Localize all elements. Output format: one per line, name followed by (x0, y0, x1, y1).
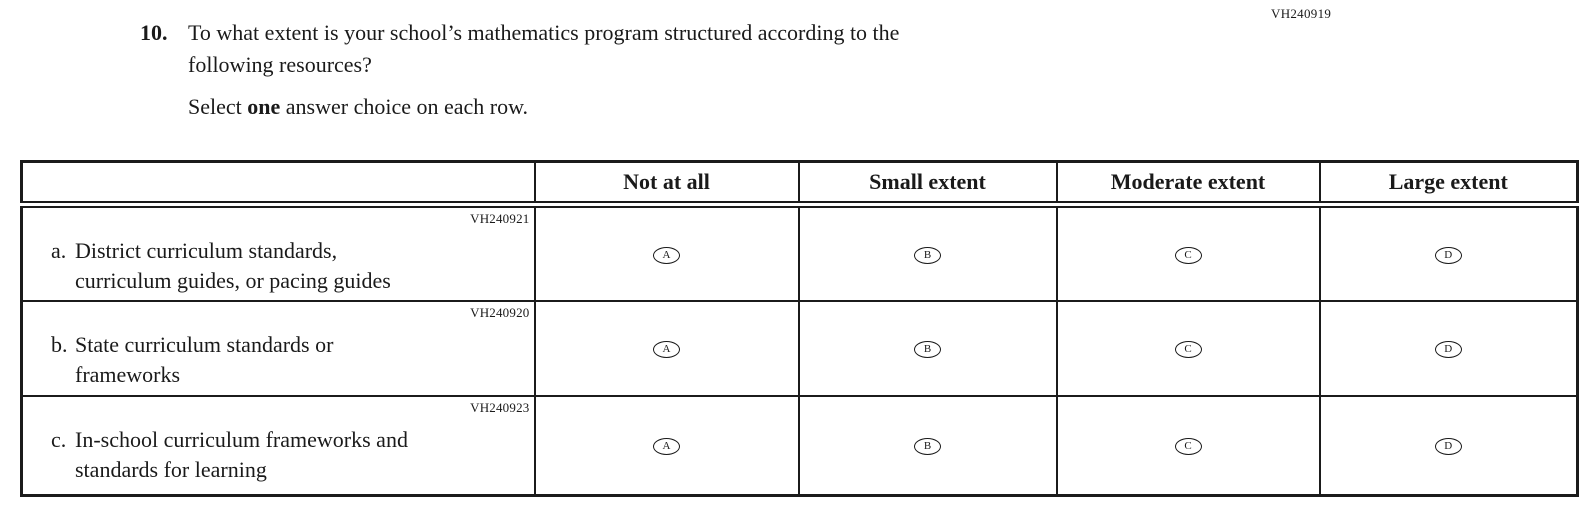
instruction-prefix: Select (188, 94, 248, 119)
answer-bubble-letter: A (662, 248, 671, 261)
row-text-line: District curriculum standards, (75, 238, 338, 263)
answer-bubble-d[interactable] (1435, 438, 1462, 455)
answer-bubble-letter: A (662, 439, 671, 452)
instruction-bold-word: one (247, 94, 281, 119)
row-text (75, 425, 530, 485)
answer-bubble-c[interactable] (1175, 341, 1202, 358)
option-cell (799, 301, 1057, 396)
answer-bubble-letter: B (923, 248, 932, 261)
row-label (51, 425, 530, 485)
instruction-suffix: answer choice on each row. (280, 94, 529, 119)
row-label (51, 330, 530, 390)
row-text-line: standards for learning (75, 457, 267, 482)
row-letter: b. (51, 332, 68, 357)
column-header-moderate-extent: Moderate extent (1057, 162, 1320, 205)
row-text-line: curriculum guides, or pacing guides (75, 268, 391, 293)
answer-bubble-d[interactable] (1435, 341, 1462, 358)
answer-bubble-letter: C (1184, 343, 1192, 355)
row-text-line: frameworks (75, 362, 181, 387)
question-number: 10. (140, 20, 168, 45)
row-item-id: VH240921 (470, 211, 530, 226)
row-text-line: In-school curriculum frameworks and (75, 427, 408, 452)
question-text-line: To what extent is your school’s mathematics program structured according to the (188, 20, 900, 45)
row-letter: a. (51, 238, 67, 263)
option-cell (799, 205, 1057, 302)
answer-bubble-letter: D (1444, 439, 1453, 452)
option-cell (535, 396, 799, 495)
option-cell (1320, 396, 1578, 495)
row-text (75, 236, 530, 296)
table-row (22, 396, 1578, 495)
row-label-cell (22, 396, 535, 495)
answer-bubble-letter: D (1444, 248, 1453, 261)
answer-bubble-letter: B (923, 439, 932, 452)
instruction-text (188, 92, 528, 122)
question-text (188, 17, 899, 81)
option-cell (1057, 205, 1320, 302)
answer-bubble-letter: D (1444, 343, 1453, 355)
answer-grid-table (20, 160, 1579, 497)
column-header-large-extent: Large extent (1320, 162, 1578, 205)
answer-bubble-a[interactable] (653, 341, 680, 358)
header-empty-cell (22, 162, 535, 205)
form-id: VH240919 (1271, 6, 1332, 21)
answer-bubble-letter: A (662, 343, 671, 355)
answer-bubble-c[interactable] (1175, 438, 1202, 455)
row-text-line: State curriculum standards or (75, 332, 334, 357)
option-cell (799, 396, 1057, 495)
row-item-id: VH240923 (470, 400, 530, 415)
column-header-not-at-all: Not at all (535, 162, 799, 205)
column-header-small-extent: Small extent (799, 162, 1057, 205)
table-row (22, 301, 1578, 396)
row-label (51, 236, 530, 296)
row-label-cell (22, 205, 535, 302)
option-cell (535, 301, 799, 396)
option-cell (535, 205, 799, 302)
header-row (22, 162, 1578, 205)
answer-bubble-d[interactable] (1435, 247, 1462, 264)
answer-bubble-c[interactable] (1175, 247, 1202, 264)
row-label-cell (22, 301, 535, 396)
question-block (140, 17, 899, 81)
option-cell (1057, 396, 1320, 495)
answer-bubble-b[interactable] (914, 247, 941, 264)
answer-bubble-a[interactable] (653, 247, 680, 264)
answer-bubble-b[interactable] (914, 438, 941, 455)
option-cell (1320, 301, 1578, 396)
answer-bubble-a[interactable] (653, 438, 680, 455)
answer-bubble-letter: C (1184, 439, 1192, 452)
option-cell (1057, 301, 1320, 396)
answer-bubble-letter: B (923, 343, 932, 355)
answer-bubble-b[interactable] (914, 341, 941, 358)
row-letter: c. (51, 427, 67, 452)
answer-bubble-letter: C (1184, 248, 1192, 261)
row-text (75, 330, 530, 390)
question-text-line: following resources? (188, 52, 372, 77)
table-row (22, 205, 1578, 302)
option-cell (1320, 205, 1578, 302)
row-item-id: VH240920 (470, 305, 530, 320)
